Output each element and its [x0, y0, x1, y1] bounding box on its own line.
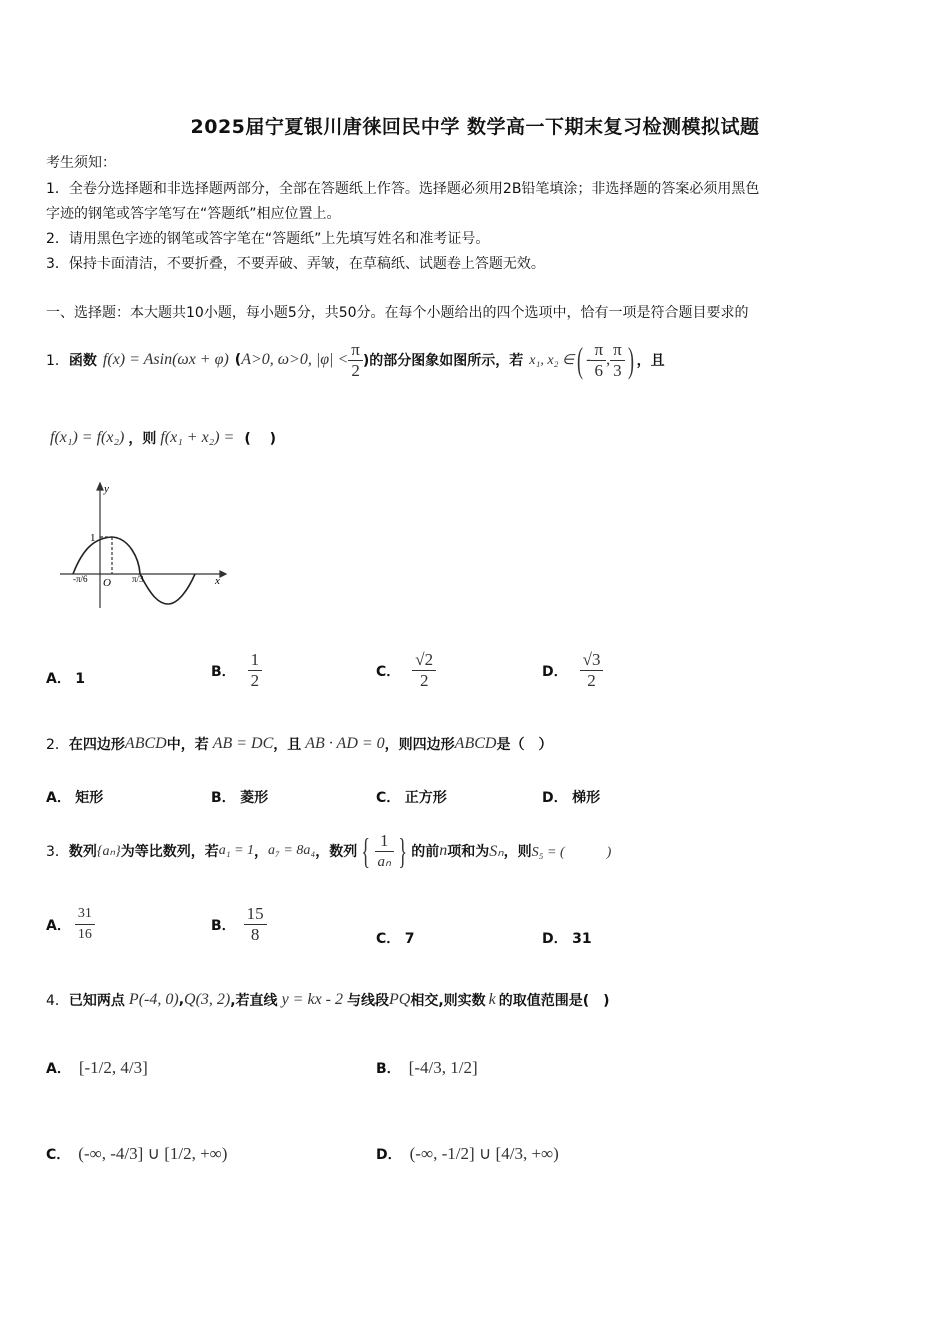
q1-option-d-num: √3: [580, 650, 604, 671]
q3-option-b[interactable]: [211, 904, 267, 945]
q3-s5: S₅ = ( ): [531, 845, 612, 860]
q1-option-b-num: 1: [248, 650, 263, 671]
q2-text-b: 中，若: [166, 737, 209, 753]
q3-option-a-frac: [75, 904, 95, 945]
q1-option-d-label: D．: [542, 663, 568, 680]
q1-ask: f(x₁ + x₂) =: [160, 429, 235, 446]
q4-option-d-label: D．: [376, 1147, 402, 1163]
q3-brace-open: {: [361, 831, 371, 871]
q2-option-b-text: 菱形: [240, 790, 269, 806]
q4-text-d: 相交,则实数: [410, 993, 486, 1009]
q1-pi-a: π: [591, 340, 606, 361]
q3-a1: a₁ = 1: [218, 843, 255, 858]
q2-option-a[interactable]: [46, 787, 103, 807]
q3-text-f: ，则: [503, 844, 532, 860]
q1-pi-b: π: [610, 340, 625, 361]
q2-text-a: 在四边形: [68, 737, 125, 753]
q4-text-a: 已知两点: [68, 993, 125, 1009]
q1-interval-open: (: [577, 340, 584, 380]
q1-three: 3: [613, 360, 622, 380]
q3-option-b-num: 15: [244, 904, 267, 925]
q3-option-d-label: D．: [542, 931, 568, 947]
q2-option-b-label: B．: [211, 790, 236, 806]
q3-sequence: {aₙ}: [96, 843, 121, 859]
q2-abcd-2: ABCD: [454, 735, 497, 752]
q3-text-b: 为等比数列，若: [120, 844, 219, 860]
q1-graph: [55, 478, 235, 613]
left-tick-label: -π/6: [73, 574, 88, 584]
q1-option-c[interactable]: [376, 650, 436, 691]
q4-k: k: [488, 991, 496, 1008]
q1-option-a-value: 1: [75, 671, 86, 687]
q3-recip-num: 1: [375, 831, 394, 852]
q4-text-e: 的取值范围是( ): [498, 993, 610, 1009]
q2-text-d: ，则四边形: [384, 737, 455, 753]
q1-option-c-num: √2: [412, 650, 436, 671]
q4-option-a[interactable]: [46, 1058, 148, 1078]
q4-option-d[interactable]: [376, 1144, 559, 1164]
q4-option-b-text: [-4/3, 1/2]: [408, 1058, 478, 1077]
q1-text-c: ，且: [636, 353, 665, 369]
question-1: 1． 函数 f(x) = Asin(ωx + φ) ( A>0, ω>0, |φ| < $\frac{\pi}{2}$ )的部分图象如图所示，若 x₁, x₂ ∈ ( - $\frac{\pi}{6}$ , $\frac{\pi}{3}$ ) ，且: [46, 339, 665, 380]
q3-text-a: 数列: [68, 844, 97, 860]
q1-number: 1．: [46, 353, 69, 369]
q1-option-b-label: B．: [211, 663, 236, 680]
notice-item-1-cont: 字迹的钢笔或答字笔写在“答题纸”相应位置上。: [46, 206, 341, 222]
q1-pi: π: [348, 340, 363, 361]
q4-option-b[interactable]: [376, 1058, 478, 1078]
q1-pi-over-2: [348, 340, 363, 381]
q1-text-a: 函数: [68, 353, 97, 369]
q4-option-a-label: A．: [46, 1061, 71, 1077]
q1-option-a-label: A．: [46, 671, 71, 687]
notice-heading: 考生须知：: [46, 155, 116, 171]
q3-comma: ，: [254, 844, 269, 860]
x-label: x: [215, 575, 220, 587]
section-heading: 一、选择题：本大题共10小题，每小题5分，共50分。在每个小题给出的四个选项中，恰有一项是符合题目要求的: [46, 305, 749, 321]
q4-option-c[interactable]: [46, 1144, 227, 1164]
q2-number: 2．: [46, 737, 69, 753]
q3-option-c-label: C．: [376, 931, 401, 947]
q1-minus: -: [586, 351, 592, 368]
q2-option-d-text: 梯形: [572, 790, 601, 806]
q2-option-a-label: A．: [46, 790, 71, 806]
q3-brace-close: }: [398, 831, 407, 871]
q1-option-a[interactable]: [46, 668, 85, 688]
q1-text-d: ，则: [128, 431, 157, 447]
q2-option-c-label: C．: [376, 790, 401, 806]
q1-two: 2: [351, 360, 360, 380]
sine-curve: [73, 537, 195, 604]
q3-option-b-frac: [244, 904, 267, 945]
q4-option-b-label: B．: [376, 1061, 401, 1077]
q3-option-c[interactable]: [376, 928, 414, 948]
q1-option-d-frac: [580, 650, 604, 691]
q1-x1x2: x₁, x₂ ∈: [529, 352, 575, 368]
q3-option-c-value: 7: [404, 931, 415, 947]
q1-text-b: )的部分图象如图所示，若: [362, 353, 524, 369]
q3-option-a[interactable]: [46, 904, 95, 945]
q3-text-d: 的前: [411, 844, 440, 860]
notice-item-1: 1．全卷分选择题和非选择题两部分，全部在答题纸上作答。选择题必须用2B铅笔填涂；非选择题的答案必须用黑色: [46, 181, 760, 197]
q3-recip-den: aₙ: [377, 853, 391, 870]
q2-option-c[interactable]: [376, 787, 447, 807]
q3-n: n: [439, 842, 448, 859]
q2-option-b[interactable]: [211, 787, 268, 807]
q1-option-d[interactable]: [542, 650, 603, 691]
question-2: [46, 734, 552, 754]
q4-option-c-text: (-∞, -4/3] ∪ [1/2, +∞): [78, 1144, 228, 1163]
q4-option-a-text: [-1/2, 4/3]: [78, 1058, 148, 1077]
q2-option-a-text: 矩形: [75, 790, 104, 806]
q3-option-a-num: 31: [75, 904, 95, 925]
q3-text-e: 项和为: [447, 844, 490, 860]
q3-option-d-value: 31: [572, 931, 592, 947]
q3-option-b-den: 8: [250, 925, 260, 944]
q3-sn: Sₙ: [489, 843, 504, 860]
q1-paren: ( ): [244, 431, 277, 447]
q1-pi-3: [610, 340, 625, 381]
q3-number: 3．: [46, 844, 69, 860]
q1-function: f(x) = Asin(ωx + φ): [102, 351, 229, 368]
notice-item-3: 3．保持卡面清洁，不要折叠，不要弄破、弄皱，在草稿纸、试题卷上答题无效。: [46, 256, 545, 272]
q2-abcd: ABCD: [124, 735, 167, 752]
q2-option-c-text: 正方形: [404, 790, 447, 806]
q4-point-q: Q(3, 2): [184, 991, 231, 1008]
q1-cond-open: (: [234, 352, 242, 368]
q1-option-b-frac: [248, 650, 263, 691]
q3-option-b-label: B．: [211, 917, 236, 934]
q1-option-b[interactable]: [211, 650, 262, 691]
q2-vector-equality: AB = DC: [212, 735, 274, 752]
q4-point-p: P(-4, 0): [128, 991, 179, 1008]
q2-dot-product: AB · AD = 0: [305, 735, 385, 752]
q4-option-d-text: (-∞, -1/2] ∪ [4/3, +∞): [409, 1144, 559, 1163]
q4-line-eq: y = kx - 2: [281, 991, 343, 1008]
q1-interval-close: ): [627, 340, 634, 380]
q4-text-b: ,若直线: [230, 993, 278, 1009]
q4-segment: PQ: [389, 991, 411, 1008]
q4-number: 4．: [46, 993, 69, 1009]
q2-text-c: ，且: [273, 737, 302, 753]
q2-option-d[interactable]: [542, 787, 600, 807]
q3-option-a-label: A．: [46, 917, 71, 934]
question-4: [46, 990, 610, 1010]
q3-text-c: ，数列: [315, 844, 358, 860]
q1-neg-pi-6: [591, 340, 606, 381]
q4-option-c-label: C．: [46, 1147, 71, 1163]
x-axis-arrow: [220, 571, 226, 577]
q3-a7: a₇ = 8a₄: [268, 843, 316, 858]
q3-option-d[interactable]: [542, 928, 592, 948]
y-axis-arrow: [97, 483, 103, 490]
q1-option-b-den: 2: [250, 671, 260, 690]
origin-label: O: [103, 577, 111, 589]
question-1-cont: [50, 428, 276, 448]
q2-text-e: 是（ ）: [496, 737, 553, 753]
q2-option-d-label: D．: [542, 790, 568, 806]
notice-item-2: 2．请用黑色字迹的钢笔或答字笔在“答题纸”上先填写姓名和准考证号。: [46, 231, 490, 247]
q4-text-c: 与线段: [347, 993, 389, 1009]
y-label: y: [104, 483, 109, 495]
right-tick-label: π/3: [132, 574, 144, 584]
peak-one-label: 1: [90, 532, 96, 544]
q1-six: 6: [594, 360, 604, 380]
q1-option-c-den: 2: [419, 671, 429, 690]
exam-title: 2025届宁夏银川唐徕回民中学 数学高一下期末复习检测模拟试题: [190, 116, 760, 138]
q3-option-a-den: 16: [77, 927, 92, 942]
q3-reciprocal: [375, 831, 394, 872]
q1-option-c-label: C．: [376, 663, 401, 680]
q4-comma: ,: [178, 992, 185, 1008]
q1-condition: A>0, ω>0, |φ| <: [241, 351, 349, 368]
q1-equality: f(x₁) = f(x₂): [50, 429, 125, 446]
q1-option-d-den: 2: [587, 671, 596, 690]
q1-option-c-frac: [412, 650, 436, 691]
question-3: [46, 826, 611, 876]
